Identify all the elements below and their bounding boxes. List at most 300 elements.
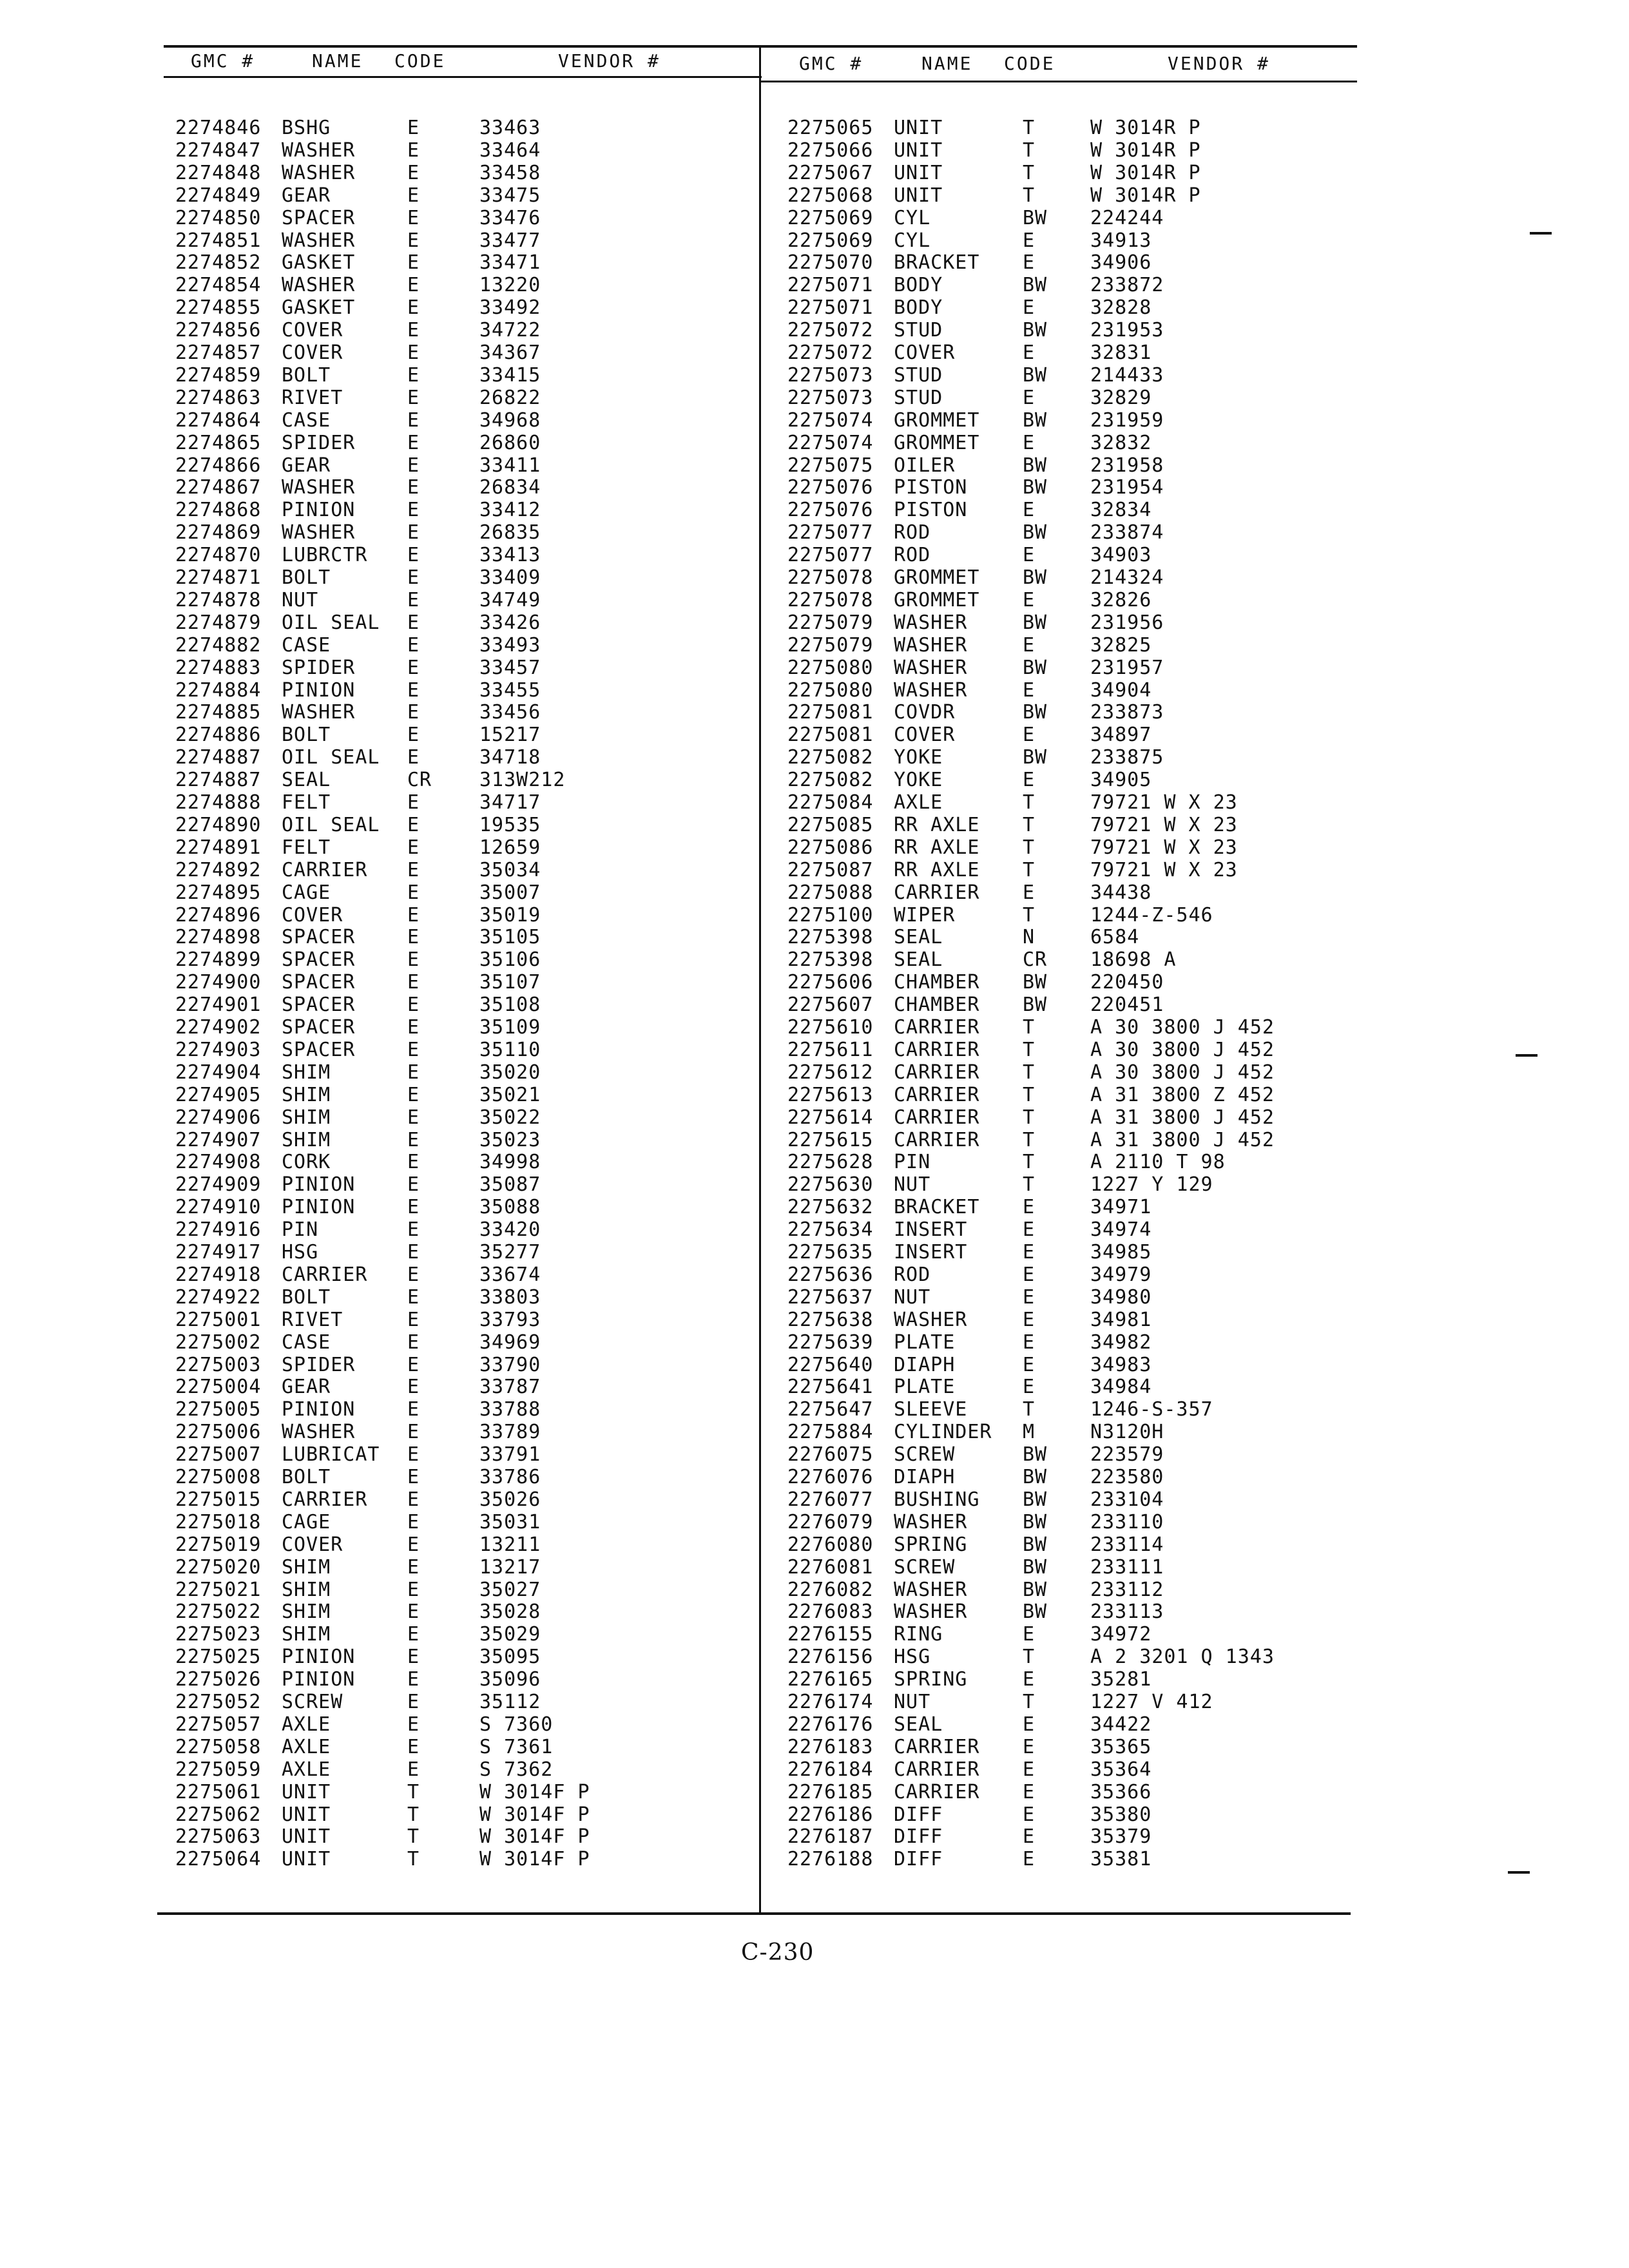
part-name: UNIT — [282, 1781, 331, 1803]
vendor-number: 33803 — [479, 1286, 541, 1309]
gmc-number: 2274854 — [175, 274, 262, 296]
vendor-code: T — [1023, 1061, 1036, 1084]
gmc-number: 2274918 — [175, 1264, 262, 1286]
part-name: SCREW — [894, 1556, 956, 1579]
part-name: CARRIER — [894, 1129, 980, 1151]
vendor-code: T — [1023, 1646, 1036, 1668]
vendor-code: BW — [1023, 994, 1048, 1016]
part-name: ROD — [894, 544, 931, 566]
gmc-number: 2275069 — [787, 207, 874, 229]
gmc-number: 2276188 — [787, 1848, 874, 1870]
gmc-number: 2274849 — [175, 184, 262, 207]
vendor-number: 34971 — [1090, 1196, 1152, 1218]
vendor-number: 1227 V 412 — [1090, 1691, 1213, 1713]
vendor-code: T — [1023, 791, 1036, 814]
vendor-number: 34969 — [479, 1331, 541, 1354]
vendor-number: 26822 — [479, 387, 541, 409]
gmc-number: 2275015 — [175, 1488, 262, 1511]
part-name: CHAMBER — [894, 994, 980, 1016]
gmc-number: 2275001 — [175, 1309, 262, 1331]
vendor-code: E — [407, 1331, 420, 1354]
part-name: AXLE — [282, 1713, 331, 1736]
part-name: PLATE — [894, 1331, 956, 1354]
part-name: SPACER — [282, 926, 356, 948]
vendor-number: 33788 — [479, 1398, 541, 1421]
part-name: OIL SEAL — [282, 746, 380, 769]
part-name: WASHER — [894, 1511, 968, 1533]
vendor-number: 32828 — [1090, 296, 1152, 319]
vendor-number: 33411 — [479, 454, 541, 477]
vendor-number: 33463 — [479, 117, 541, 139]
part-name: YOKE — [894, 769, 943, 791]
vendor-number: 35023 — [479, 1129, 541, 1151]
part-name: PINION — [282, 1646, 356, 1668]
header-gmc-left: GMC # — [191, 50, 255, 72]
gmc-number: 2275639 — [787, 1331, 874, 1354]
gmc-number: 2275061 — [175, 1781, 262, 1803]
vendor-number: 33420 — [479, 1218, 541, 1241]
vendor-code: E — [407, 1421, 420, 1443]
vendor-code: E — [407, 1151, 420, 1173]
vendor-number: 231956 — [1090, 611, 1164, 634]
vendor-number: 35029 — [479, 1623, 541, 1646]
vendor-number: 34367 — [479, 341, 541, 364]
part-name: GROMMET — [894, 432, 980, 454]
part-name: PISTON — [894, 499, 968, 521]
part-name: SHIM — [282, 1129, 331, 1151]
vendor-number: 34985 — [1090, 1241, 1152, 1264]
vendor-code: BW — [1023, 1443, 1048, 1466]
part-name: ROD — [894, 521, 931, 544]
gmc-number: 2276076 — [787, 1466, 874, 1488]
part-name: SPRING — [894, 1533, 968, 1556]
vendor-code: E — [407, 1443, 420, 1466]
vendor-code: E — [407, 1061, 420, 1084]
gmc-number: 2275057 — [175, 1713, 262, 1736]
part-name: SEAL — [894, 1713, 943, 1736]
vendor-code: BW — [1023, 1556, 1048, 1579]
gmc-number: 2275611 — [787, 1039, 874, 1061]
vendor-number: A 30 3800 J 452 — [1090, 1061, 1275, 1084]
part-name: UNIT — [894, 139, 943, 162]
gmc-number: 2274886 — [175, 724, 262, 746]
part-name: CASE — [282, 409, 331, 432]
vendor-number: 34972 — [1090, 1623, 1152, 1646]
gmc-number: 2275640 — [787, 1354, 874, 1376]
vendor-code: N — [1023, 926, 1036, 948]
part-name: WASHER — [894, 634, 968, 657]
gmc-number: 2275025 — [175, 1646, 262, 1668]
vendor-code: BW — [1023, 364, 1048, 387]
vendor-number: 233874 — [1090, 521, 1164, 544]
part-name: CYLINDER — [894, 1421, 992, 1443]
vendor-number: 223579 — [1090, 1443, 1164, 1466]
part-name: WASHER — [282, 701, 356, 724]
part-name: WASHER — [894, 1600, 968, 1623]
vendor-number: 33476 — [479, 207, 541, 229]
gmc-number: 2276155 — [787, 1623, 874, 1646]
gmc-number: 2275077 — [787, 521, 874, 544]
vendor-number: 32832 — [1090, 432, 1152, 454]
gmc-number: 2276174 — [787, 1691, 874, 1713]
vendor-number: 35364 — [1090, 1758, 1152, 1781]
gmc-number: 2275066 — [787, 139, 874, 162]
vendor-number: 233873 — [1090, 701, 1164, 724]
header-underline-left — [164, 76, 762, 78]
vendor-number: 13220 — [479, 274, 541, 296]
part-name: OIL SEAL — [282, 611, 380, 634]
vendor-number: A 30 3800 J 452 — [1090, 1039, 1275, 1061]
part-name: PINION — [282, 679, 356, 702]
vendor-code: T — [1023, 139, 1036, 162]
gmc-number: 2275067 — [787, 162, 874, 184]
gmc-number: 2274887 — [175, 769, 262, 791]
gmc-number: 2275071 — [787, 274, 874, 296]
vendor-number: 33793 — [479, 1309, 541, 1331]
part-name: SPRING — [894, 1668, 968, 1691]
vendor-number: W 3014R P — [1090, 162, 1201, 184]
part-name: SHIM — [282, 1084, 331, 1106]
vendor-code: E — [407, 544, 420, 566]
part-name: GASKET — [282, 296, 356, 319]
part-name: AXLE — [894, 791, 943, 814]
part-name: CARRIER — [282, 1488, 368, 1511]
vendor-number: 231953 — [1090, 319, 1164, 341]
part-name: SEAL — [282, 769, 331, 791]
vendor-number: 18698 A — [1090, 948, 1177, 971]
vendor-number: S 7361 — [479, 1736, 554, 1758]
vendor-code: E — [407, 679, 420, 702]
part-name: HSG — [894, 1646, 931, 1668]
vendor-number: 35088 — [479, 1196, 541, 1218]
part-name: DIFF — [894, 1825, 943, 1848]
vendor-number: 233111 — [1090, 1556, 1164, 1579]
part-name: WASHER — [894, 1579, 968, 1601]
part-name: CARRIER — [894, 1781, 980, 1803]
part-name: COVER — [282, 341, 343, 364]
gmc-number: 2274916 — [175, 1218, 262, 1241]
gmc-number: 2274863 — [175, 387, 262, 409]
part-name: UNIT — [894, 117, 943, 139]
vendor-number: W 3014R P — [1090, 117, 1201, 139]
vendor-number: 220451 — [1090, 994, 1164, 1016]
vendor-number: 33475 — [479, 184, 541, 207]
vendor-number: 15217 — [479, 724, 541, 746]
gmc-number: 2274884 — [175, 679, 262, 702]
vendor-code: BW — [1023, 1511, 1048, 1533]
vendor-code: BW — [1023, 476, 1048, 499]
gmc-number: 2274891 — [175, 836, 262, 859]
part-name: CARRIER — [894, 1039, 980, 1061]
vendor-code: BW — [1023, 319, 1048, 341]
vendor-number: 35027 — [479, 1579, 541, 1601]
vendor-code: T — [1023, 162, 1036, 184]
gmc-number: 2275638 — [787, 1309, 874, 1331]
vendor-code: T — [1023, 1039, 1036, 1061]
vendor-code: E — [1023, 387, 1036, 409]
vendor-code: BW — [1023, 611, 1048, 634]
vendor-number: 35028 — [479, 1600, 541, 1623]
gmc-number: 2275086 — [787, 836, 874, 859]
vendor-number: 1244-Z-546 — [1090, 904, 1213, 927]
part-name: ROD — [894, 1264, 931, 1286]
part-name: OILER — [894, 454, 956, 477]
margin-mark — [1530, 232, 1552, 235]
vendor-number: 231954 — [1090, 476, 1164, 499]
gmc-number: 2276183 — [787, 1736, 874, 1758]
vendor-code: E — [407, 1218, 420, 1241]
part-name: CASE — [282, 634, 331, 657]
vendor-number: 233112 — [1090, 1579, 1164, 1601]
gmc-number: 2276083 — [787, 1600, 874, 1623]
vendor-number: 33458 — [479, 162, 541, 184]
vendor-code: E — [407, 1039, 420, 1061]
gmc-number: 2274847 — [175, 139, 262, 162]
vendor-code: E — [407, 859, 420, 881]
vendor-number: 35112 — [479, 1691, 541, 1713]
vendor-code: E — [407, 521, 420, 544]
gmc-number: 2274922 — [175, 1286, 262, 1309]
part-name: CAGE — [282, 1511, 331, 1533]
vendor-number: 32826 — [1090, 589, 1152, 611]
vendor-number: A 31 3800 Z 452 — [1090, 1084, 1275, 1106]
vendor-number: W 3014F P — [479, 1781, 590, 1803]
vendor-number: 33790 — [479, 1354, 541, 1376]
vendor-code: E — [407, 117, 420, 139]
gmc-number: 2275081 — [787, 724, 874, 746]
vendor-number: 32825 — [1090, 634, 1152, 657]
vendor-number: 33791 — [479, 1443, 541, 1466]
vendor-number: 1227 Y 129 — [1090, 1173, 1213, 1196]
part-name: WIPER — [894, 904, 956, 927]
gmc-number: 2275100 — [787, 904, 874, 927]
vendor-code: E — [407, 611, 420, 634]
gmc-number: 2275630 — [787, 1173, 874, 1196]
vendor-number: 34974 — [1090, 1218, 1152, 1241]
gmc-number: 2274899 — [175, 948, 262, 971]
vendor-code: E — [407, 229, 420, 252]
gmc-number: 2275628 — [787, 1151, 874, 1173]
gmc-number: 2275004 — [175, 1376, 262, 1398]
vendor-number: 34979 — [1090, 1264, 1152, 1286]
vendor-number: 231959 — [1090, 409, 1164, 432]
vendor-code: T — [1023, 904, 1036, 927]
header-underline-right — [759, 81, 1357, 82]
vendor-code: BW — [1023, 274, 1048, 296]
margin-mark — [1516, 1054, 1537, 1057]
vendor-code: E — [1023, 296, 1036, 319]
part-name: CARRIER — [894, 1736, 980, 1758]
vendor-code: E — [407, 948, 420, 971]
gmc-number: 2276176 — [787, 1713, 874, 1736]
vendor-code: BW — [1023, 454, 1048, 477]
vendor-number: 33493 — [479, 634, 541, 657]
gmc-number: 2275632 — [787, 1196, 874, 1218]
vendor-number: 233114 — [1090, 1533, 1164, 1556]
part-name: BOLT — [282, 566, 331, 589]
header-name-right: NAME — [921, 53, 973, 74]
vendor-code: E — [407, 162, 420, 184]
gmc-number: 2275020 — [175, 1556, 262, 1579]
vendor-code: T — [1023, 1398, 1036, 1421]
vendor-code: E — [407, 454, 420, 477]
vendor-code: T — [407, 1825, 420, 1848]
gmc-number: 2274906 — [175, 1106, 262, 1129]
header-gmc-right: GMC # — [799, 53, 863, 74]
gmc-number: 2276156 — [787, 1646, 874, 1668]
gmc-number: 2275058 — [175, 1736, 262, 1758]
gmc-number: 2274895 — [175, 881, 262, 904]
vendor-code: E — [407, 364, 420, 387]
gmc-number: 2274890 — [175, 814, 262, 836]
part-name: DIAPH — [894, 1466, 956, 1488]
vendor-code: BW — [1023, 207, 1048, 229]
gmc-number: 2274887 — [175, 746, 262, 769]
vendor-number: 26860 — [479, 432, 541, 454]
part-name: BODY — [894, 296, 943, 319]
vendor-code: BW — [1023, 1466, 1048, 1488]
vendor-code: E — [1023, 1309, 1036, 1331]
vendor-number: 79721 W X 23 — [1090, 814, 1238, 836]
vendor-code: E — [1023, 1376, 1036, 1398]
vendor-number: 35106 — [479, 948, 541, 971]
vendor-code: E — [1023, 1848, 1036, 1870]
vendor-code: T — [407, 1848, 420, 1870]
vendor-code: E — [407, 926, 420, 948]
vendor-number: W 3014R P — [1090, 139, 1201, 162]
part-name: STUD — [894, 387, 943, 409]
vendor-code: E — [407, 746, 420, 769]
gmc-number: 2275634 — [787, 1218, 874, 1241]
part-name: PINION — [282, 1398, 356, 1421]
vendor-code: E — [407, 904, 420, 927]
vendor-number: 233110 — [1090, 1511, 1164, 1533]
vendor-code: E — [407, 634, 420, 657]
vendor-code: E — [1023, 1354, 1036, 1376]
vendor-code: E — [1023, 1241, 1036, 1264]
vendor-number: 33412 — [479, 499, 541, 521]
vendor-code: T — [1023, 859, 1036, 881]
vendor-number: 33456 — [479, 701, 541, 724]
vendor-number: 35105 — [479, 926, 541, 948]
gmc-number: 2274867 — [175, 476, 262, 499]
part-name: UNIT — [282, 1803, 331, 1826]
vendor-code: E — [1023, 881, 1036, 904]
vendor-code: CR — [1023, 948, 1048, 971]
part-name: RIVET — [282, 387, 343, 409]
gmc-number: 2275005 — [175, 1398, 262, 1421]
vendor-number: 33471 — [479, 251, 541, 274]
vendor-number: 35109 — [479, 1016, 541, 1039]
gmc-number: 2275610 — [787, 1016, 874, 1039]
vendor-code: E — [1023, 679, 1036, 702]
vendor-number: 79721 W X 23 — [1090, 791, 1238, 814]
vendor-code: E — [407, 657, 420, 679]
part-name: SHIM — [282, 1579, 331, 1601]
vendor-number: W 3014F P — [479, 1803, 590, 1826]
vendor-number: 34981 — [1090, 1309, 1152, 1331]
part-name: PINION — [282, 499, 356, 521]
part-name: SPACER — [282, 207, 356, 229]
gmc-number: 2274870 — [175, 544, 262, 566]
vendor-number: 231957 — [1090, 657, 1164, 679]
vendor-code: E — [407, 724, 420, 746]
vendor-number: N3120H — [1090, 1421, 1164, 1443]
vendor-code: E — [407, 1376, 420, 1398]
part-name: AXLE — [282, 1758, 331, 1781]
vendor-number: 34718 — [479, 746, 541, 769]
gmc-number: 2275636 — [787, 1264, 874, 1286]
vendor-number: 33409 — [479, 566, 541, 589]
part-name: CARRIER — [894, 1106, 980, 1129]
gmc-number: 2274907 — [175, 1129, 262, 1151]
part-name: WASHER — [282, 139, 356, 162]
gmc-number: 2275008 — [175, 1466, 262, 1488]
gmc-number: 2275052 — [175, 1691, 262, 1713]
part-name: SPIDER — [282, 657, 356, 679]
gmc-number: 2275080 — [787, 679, 874, 702]
gmc-number: 2276186 — [787, 1803, 874, 1826]
gmc-number: 2276184 — [787, 1758, 874, 1781]
vendor-number: 34905 — [1090, 769, 1152, 791]
part-name: UNIT — [894, 162, 943, 184]
vendor-number: A 31 3800 J 452 — [1090, 1106, 1275, 1129]
part-name: PINION — [282, 1668, 356, 1691]
vendor-code: T — [1023, 814, 1036, 836]
vendor-code: E — [407, 1600, 420, 1623]
gmc-number: 2274905 — [175, 1084, 262, 1106]
gmc-number: 2275062 — [175, 1803, 262, 1826]
vendor-code: E — [407, 589, 420, 611]
vendor-code: T — [1023, 184, 1036, 207]
vendor-number: 35379 — [1090, 1825, 1152, 1848]
gmc-number: 2276187 — [787, 1825, 874, 1848]
vendor-code: E — [1023, 229, 1036, 252]
vendor-code: E — [407, 341, 420, 364]
vendor-number: 34897 — [1090, 724, 1152, 746]
part-name: RR AXLE — [894, 836, 980, 859]
gmc-number: 2274878 — [175, 589, 262, 611]
vendor-code: T — [1023, 1173, 1036, 1196]
gmc-number: 2275074 — [787, 432, 874, 454]
part-name: UNIT — [282, 1825, 331, 1848]
vendor-number: 214324 — [1090, 566, 1164, 589]
gmc-number: 2274855 — [175, 296, 262, 319]
vendor-number: 233113 — [1090, 1600, 1164, 1623]
vendor-number: S 7362 — [479, 1758, 554, 1781]
gmc-number: 2274900 — [175, 971, 262, 994]
vendor-code: E — [407, 251, 420, 274]
vendor-code: E — [1023, 589, 1036, 611]
vendor-number: 34422 — [1090, 1713, 1152, 1736]
part-name: CARRIER — [894, 1758, 980, 1781]
gmc-number: 2275074 — [787, 409, 874, 432]
gmc-number: 2274852 — [175, 251, 262, 274]
vendor-number: 35365 — [1090, 1736, 1152, 1758]
vendor-code: E — [1023, 499, 1036, 521]
vendor-number: 33415 — [479, 364, 541, 387]
gmc-number: 2276081 — [787, 1556, 874, 1579]
part-name: WASHER — [282, 521, 356, 544]
part-name: RING — [894, 1623, 943, 1646]
part-name: SPACER — [282, 1039, 356, 1061]
part-name: BOLT — [282, 1466, 331, 1488]
gmc-number: 2275076 — [787, 499, 874, 521]
part-name: CARRIER — [894, 1084, 980, 1106]
part-name: BUSHING — [894, 1488, 980, 1511]
gmc-number: 2276075 — [787, 1443, 874, 1466]
part-name: SCREW — [282, 1691, 343, 1713]
